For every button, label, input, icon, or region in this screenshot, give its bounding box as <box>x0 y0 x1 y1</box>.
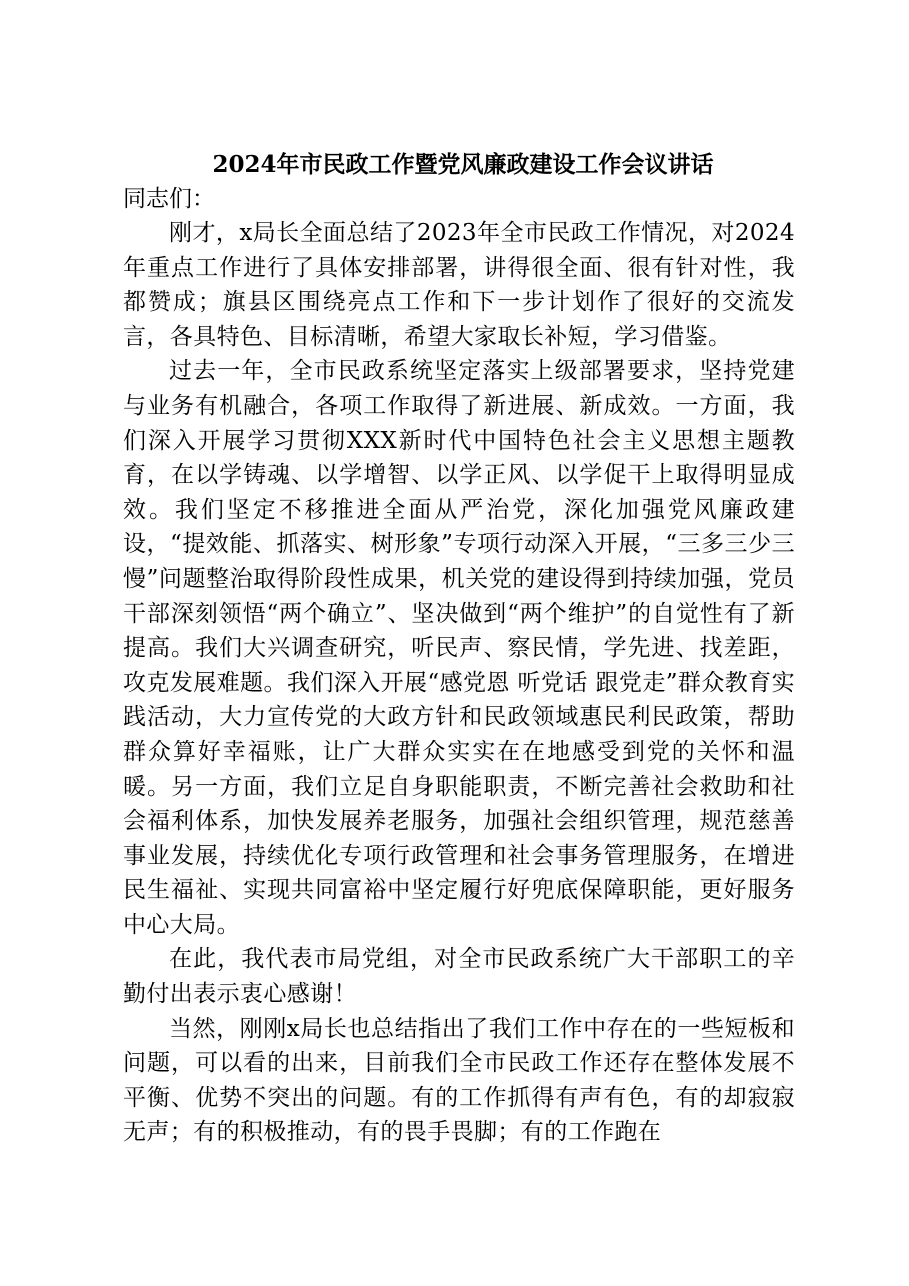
salutation: 同志们： <box>123 186 215 212</box>
document-title: 2024年市民政工作暨党风廉政建设工作会议讲话 <box>212 151 714 178</box>
paragraph-3: 在此，我代表市局党组，对全市民政系统广大干部职工的辛勤付出表示衷心感谢！ <box>123 946 795 1008</box>
paragraph-4: 当然，刚刚x局长也总结指出了我们工作中存在的一些短板和问题，可以看的出来，目前我们全市民政工作还存在整体发展不平衡、优势不突出的问题。有的工作抓得有声有色，有的却寂寂无声；有的积极推动，有的畏手畏脚；有的工作跑在 <box>123 1015 795 1146</box>
document-page <box>123 148 795 1150</box>
paragraph-2: 过去一年，全市民政系统坚定落实上级部署要求，坚持党建与业务有机融合，各项工作取得了新进展、新成效。一方面，我们深入开展学习贯彻XXX新时代中国特色社会主义思想主题教育，在以学铸魂、以学增智、以学正风、以学促干上取得明显成效。我们坚定不移推进全面从严治党，深化加强党风廉政建设，“提效能、抓落实、树形象”专项行动深入开展，“三多三少三慢”问题整治取得阶段性成果，机关党的建设得到持续加强，党员干部深刻领悟“两个确立”、坚决做到“两个维护”的自觉性有了新提高。我们大兴调查研究，听民声、察民情，学先进、找差距，攻克发展难题。我们深入开展“感党恩 听党话 跟党走”群众教育实践活动，大力宣传党的大政方针和民政领域惠民利民政策，帮助群众算好幸福账，让广大群众实实在在地感受到党的关怀和温暖。另一方面，我们立足自身职能职责，不断完善社会救助和社会福利体系，加快发展养老服务，加强社会组织管理，规范慈善事业发展，持续优化专项行政管理和社会事务管理服务，在增进民生福祉、实现共同富裕中坚定履行好兜底保障职能，更好服务中心大局。 <box>123 358 795 938</box>
paragraph-1: 刚才，x局长全面总结了2023年全市民政工作情况，对2024年重点工作进行了具体安排部署，讲得很全面、很有针对性，我都赞成；旗县区围绕亮点工作和下一步计划作了很好的交流发言，各具特色、目标清晰，希望大家取长补短，学习借鉴。 <box>123 220 795 350</box>
